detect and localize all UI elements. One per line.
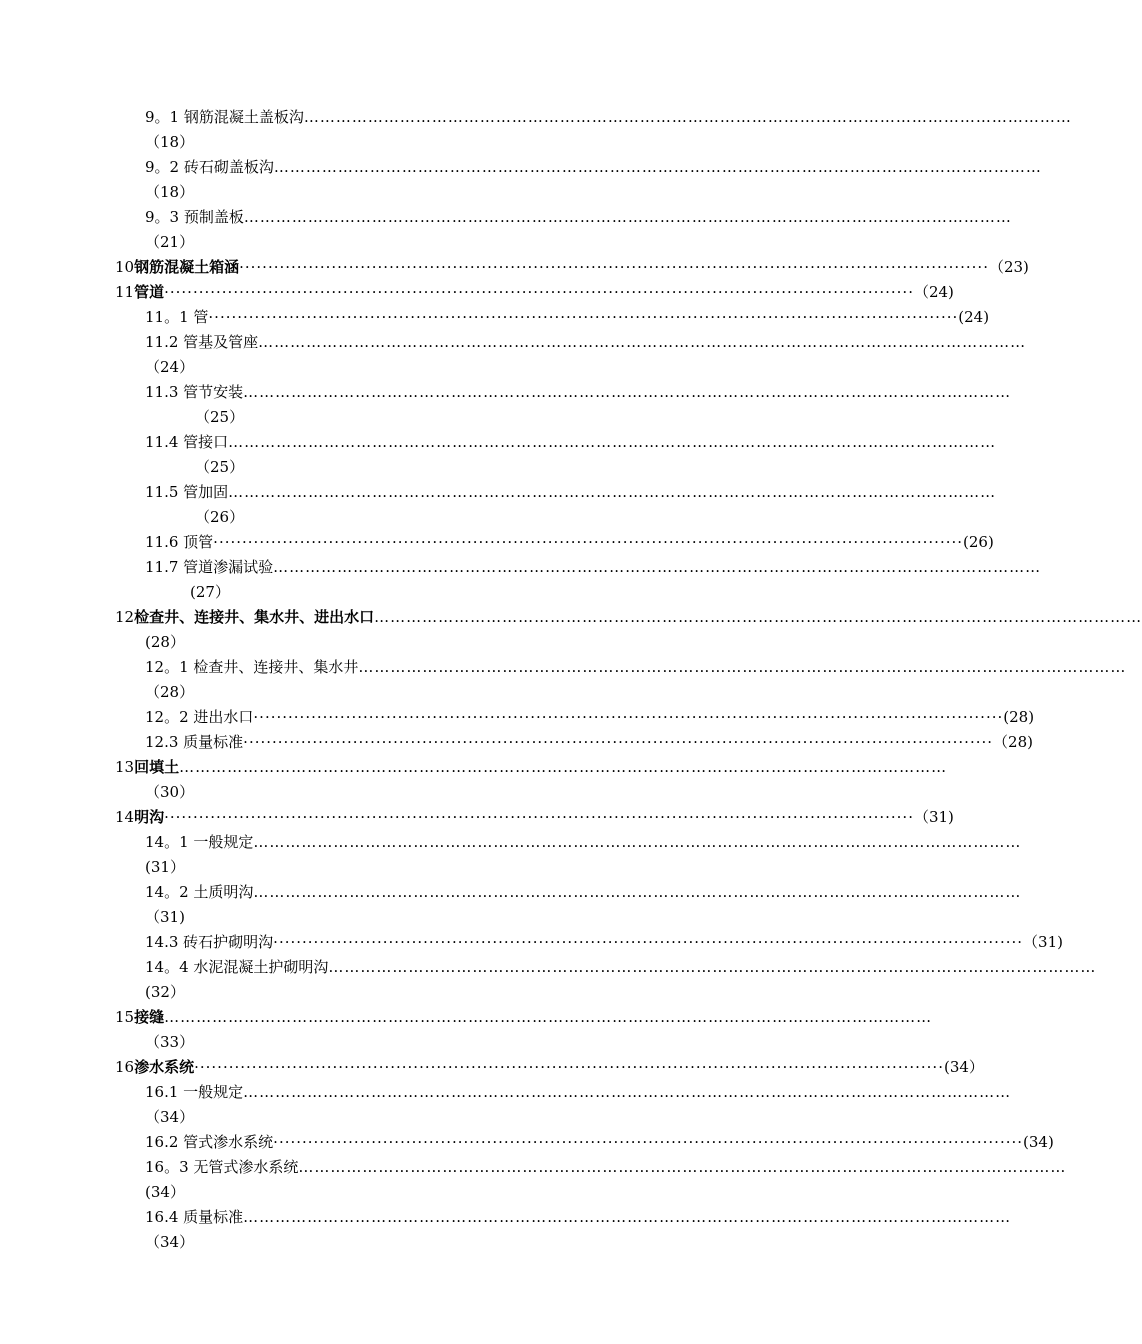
toc-entry-title: 14。2 土质明沟 <box>145 883 254 901</box>
dot-leader: ……………………………………………………………………………………………………………………………… <box>243 383 1012 401</box>
toc-entry-page: (28) <box>1003 708 1035 726</box>
toc-entry-title: 14。1 一般规定 <box>145 833 254 851</box>
chapter-number: 16 <box>115 1058 135 1076</box>
toc-entry-page: (34） <box>145 1183 185 1201</box>
toc-entry-title: 14.3 砖石护砌明沟 <box>145 933 274 951</box>
dot-leader: ·································································································································· <box>239 258 989 276</box>
chapter-number: 12 <box>115 608 135 626</box>
toc-entry-title: 16.1 一般规定 <box>145 1083 244 1101</box>
toc-entry-page: （30） <box>145 783 195 801</box>
toc-entry-page: (32） <box>145 983 185 1001</box>
dot-leader: ……………………………………………………………………………………………………………………………… <box>228 433 997 451</box>
toc-entry[interactable] <box>145 480 997 504</box>
toc-entry[interactable] <box>145 705 1035 729</box>
toc-entry-title: 9。2 砖石砌盖板沟 <box>145 158 274 176</box>
dot-leader: ……………………………………………………………………………………………………………………………… <box>179 758 948 776</box>
dot-leader: ……………………………………………………………………………………………………………………………… <box>328 958 1097 976</box>
toc-entry-page: （31) <box>145 908 185 926</box>
dot-leader: ……………………………………………………………………………………………………………………………… <box>243 1208 1012 1226</box>
toc-entry-page: （21） <box>145 233 195 251</box>
toc-entry-page: (34） <box>943 1058 984 1076</box>
dot-leader: ·································································································································· <box>194 1058 944 1076</box>
toc-chapter-title: 明沟 <box>134 808 165 826</box>
toc-entry-page: (34) <box>1023 1133 1054 1151</box>
dot-leader: ……………………………………………………………………………………………………………………………… <box>273 558 1042 576</box>
toc-chapter[interactable] <box>115 755 948 779</box>
toc-entry-title: 12。2 进出水口 <box>145 708 254 726</box>
toc-entry-page: （23) <box>988 258 1029 276</box>
toc-entry[interactable] <box>145 1130 1054 1154</box>
toc-chapter-title: 管道 <box>134 283 165 301</box>
toc-chapter-title: 回填土 <box>134 758 180 776</box>
dot-leader: ……………………………………………………………………………………………………………………………… <box>303 108 1072 126</box>
toc-chapter-title: 钢筋混凝土箱涵 <box>134 258 240 276</box>
dot-leader: ……………………………………………………………………………………………………………………………… <box>253 833 1022 851</box>
toc-chapter[interactable] <box>115 805 954 829</box>
toc-entry-page: （33） <box>145 1033 195 1051</box>
dot-leader: ·································································································································· <box>243 733 994 751</box>
toc-entry-title: 16。3 无管式渗水系统 <box>145 1158 299 1176</box>
dot-leader: ·································································································································· <box>164 808 914 826</box>
toc-entry[interactable] <box>145 1205 1012 1229</box>
toc-entry[interactable] <box>145 955 1097 979</box>
toc-entry-page: (31） <box>145 858 185 876</box>
dot-leader: ·································································································································· <box>273 1133 1024 1151</box>
toc-entry-title: 16.2 管式渗水系统 <box>145 1133 274 1151</box>
toc-entry-title: 16.4 质量标准 <box>145 1208 244 1226</box>
toc-entry-page: （31) <box>1023 933 1063 951</box>
toc-entry[interactable] <box>145 880 1022 904</box>
toc-entry[interactable] <box>145 530 994 554</box>
dot-leader: ……………………………………………………………………………………………………………………………… <box>243 1083 1012 1101</box>
dot-leader: ……………………………………………………………………………………………………………………………… <box>374 608 1142 626</box>
toc-entry[interactable] <box>145 105 1072 129</box>
toc-entry-page: (24) <box>958 308 990 326</box>
toc-entry-title: 9。1 钢筋混凝土盖板沟 <box>145 108 304 126</box>
toc-chapter-title: 接缝 <box>134 1008 165 1026</box>
toc-entry-title: 11.2 管基及管座 <box>145 333 259 351</box>
dot-leader: ·································································································································· <box>273 933 1024 951</box>
toc-entry-title: 11.3 管节安装 <box>145 383 244 401</box>
toc-entry[interactable] <box>145 305 990 329</box>
toc-entry[interactable] <box>145 430 997 454</box>
toc-entry-page: （26） <box>195 508 245 526</box>
toc-entry[interactable] <box>145 730 1033 754</box>
dot-leader: ·································································································································· <box>164 283 914 301</box>
toc-chapter-title: 渗水系统 <box>134 1058 195 1076</box>
toc-entry-title: 11.7 管道渗漏试验 <box>145 558 274 576</box>
dot-leader: ·································································································································· <box>253 708 1004 726</box>
toc-entry[interactable] <box>145 655 1127 679</box>
chapter-number: 10 <box>115 258 135 276</box>
dot-leader: ……………………………………………………………………………………………………………………………… <box>243 208 1012 226</box>
toc-entry-title: 12.3 质量标准 <box>145 733 244 751</box>
toc-chapter[interactable] <box>115 605 1142 629</box>
dot-leader: ……………………………………………………………………………………………………………………………… <box>253 883 1022 901</box>
toc-chapter[interactable] <box>115 280 954 304</box>
toc-entry[interactable] <box>145 830 1022 854</box>
dot-leader: ·································································································································· <box>208 308 959 326</box>
toc-entry-title: 9。3 预制盖板 <box>145 208 244 226</box>
chapter-number: 15 <box>115 1008 135 1026</box>
chapter-number: 14 <box>115 808 135 826</box>
toc-entry-title: 11。1 管 <box>145 308 209 326</box>
toc-entry[interactable] <box>145 555 1042 579</box>
toc-entry-page: (26) <box>963 533 994 551</box>
toc-entry-page: （31) <box>913 808 954 826</box>
toc-entry[interactable] <box>145 155 1042 179</box>
dot-leader: ·································································································································· <box>213 533 964 551</box>
toc-entry-page: （28) <box>993 733 1033 751</box>
toc-entry-page: (28） <box>145 633 185 651</box>
toc-entry-title: 12。1 检查井、连接井、集水井 <box>145 658 359 676</box>
dot-leader: ……………………………………………………………………………………………………………………………… <box>358 658 1127 676</box>
toc-entry[interactable] <box>145 330 1027 354</box>
toc-entry-page: （28） <box>145 683 195 701</box>
toc-entry[interactable] <box>145 1080 1012 1104</box>
chapter-number: 11 <box>115 283 135 301</box>
toc-entry-page: （34） <box>145 1233 195 1251</box>
chapter-number: 13 <box>115 758 135 776</box>
toc-entry[interactable] <box>145 930 1063 954</box>
toc-entry-title: 11.4 管接口 <box>145 433 229 451</box>
toc-entry[interactable] <box>145 1155 1067 1179</box>
dot-leader: ……………………………………………………………………………………………………………………………… <box>273 158 1042 176</box>
toc-entry-page: （18） <box>145 133 195 151</box>
toc-chapter[interactable] <box>115 255 1029 279</box>
toc-entry-page: （25） <box>195 458 245 476</box>
toc-entry-page: （18） <box>145 183 195 201</box>
toc-entry-title: 11.5 管加固 <box>145 483 229 501</box>
toc-entry-title: 11.6 顶管 <box>145 533 214 551</box>
dot-leader: ……………………………………………………………………………………………………………………………… <box>164 1008 933 1026</box>
dot-leader: ……………………………………………………………………………………………………………………………… <box>228 483 997 501</box>
toc-entry-page: （24) <box>913 283 954 301</box>
toc-chapter-title: 检查井、连接井、集水井、进出水口 <box>134 608 375 626</box>
toc-chapter[interactable] <box>115 1055 984 1079</box>
toc-chapter[interactable] <box>115 1005 933 1029</box>
toc-entry-page: (27） <box>190 583 230 601</box>
toc-entry-page: （34） <box>145 1108 195 1126</box>
dot-leader: ……………………………………………………………………………………………………………………………… <box>298 1158 1067 1176</box>
toc-entry-title: 14。4 水泥混凝土护砌明沟 <box>145 958 329 976</box>
toc-entry[interactable] <box>145 380 1012 404</box>
toc-entry-page: （25） <box>195 408 245 426</box>
toc-entry[interactable] <box>145 205 1012 229</box>
toc-entry-page: （24） <box>145 358 195 376</box>
dot-leader: ……………………………………………………………………………………………………………………………… <box>258 333 1027 351</box>
